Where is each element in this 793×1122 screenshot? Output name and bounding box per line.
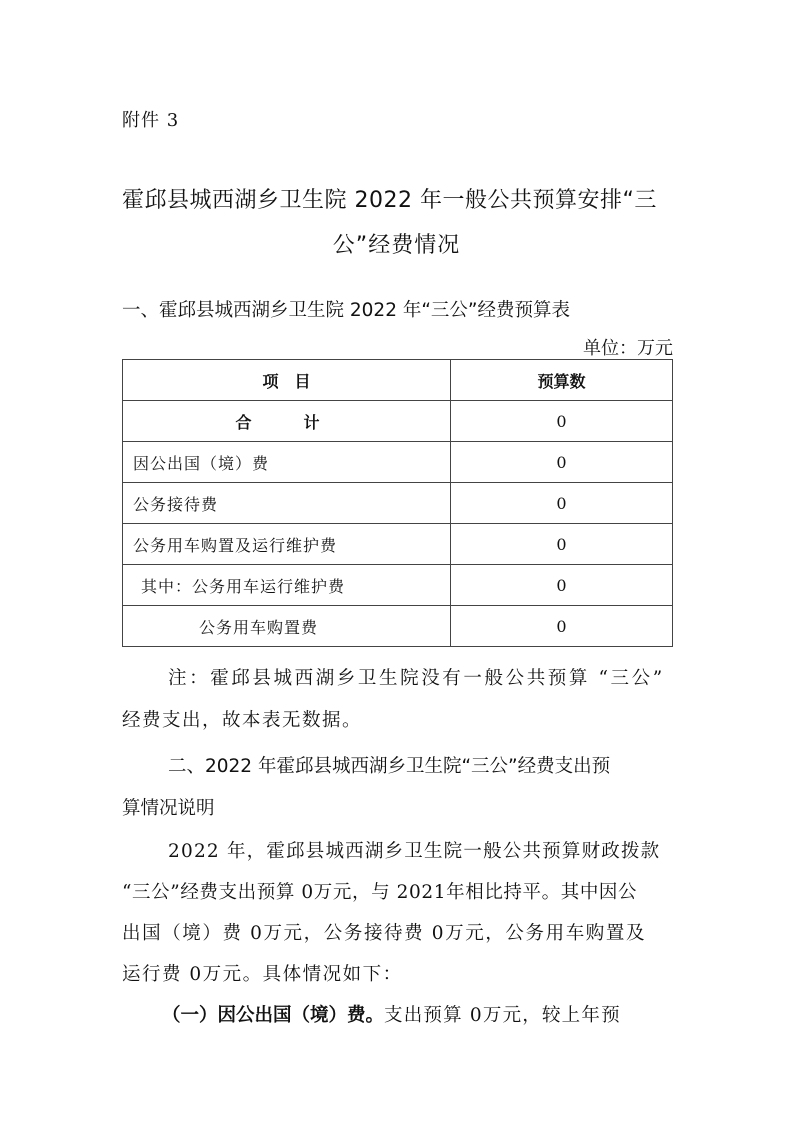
table-row: [123, 401, 673, 442]
table-row: [123, 483, 673, 524]
table-row: [123, 565, 673, 606]
row-value: 0: [451, 442, 673, 483]
budget-table: [122, 359, 673, 647]
item1-heading: （一）因公出国（境）费。: [162, 1005, 385, 1026]
paragraph-line: 运行费 0万元。具体情况如下：: [122, 964, 403, 985]
row-value: 0: [451, 524, 673, 565]
header-item: 项 目: [123, 360, 451, 401]
row-label: 公务用车购置及运行维护费: [123, 524, 451, 565]
document-title-line2: 公”经费情况: [332, 233, 461, 258]
table-header-row: [123, 360, 673, 401]
row-value: 0: [451, 401, 673, 442]
header-budget: 预算数: [451, 360, 673, 401]
row-label: 其中：公务用车运行维护费: [123, 565, 451, 606]
table-row: [123, 442, 673, 483]
paragraph-line: “三公”经费支出预算 0万元，与 2021年相比持平。其中因公: [122, 882, 638, 903]
paragraph-line: 2022 年，霍邱县城西湖乡卫生院一般公共预算财政拨款: [168, 841, 661, 862]
row-value: 0: [451, 565, 673, 606]
unit-label: 单位：万元: [583, 338, 673, 359]
document-title-line1: 霍邱县城西湖乡卫生院 2022 年一般公共预算安排“三: [122, 188, 657, 213]
row-label: 公务接待费: [123, 483, 451, 524]
attachment-label: 附件 3: [122, 110, 180, 131]
row-label: 公务用车购置费: [123, 606, 451, 647]
table-row: [123, 606, 673, 647]
item1-paragraph: [162, 1001, 621, 1027]
note-line2: 经费支出，故本表无数据。: [122, 710, 363, 731]
section1-heading: 一、霍邱县城西湖乡卫生院 2022 年“三公”经费预算表: [122, 300, 571, 321]
row-label: 合 计: [123, 401, 451, 442]
row-value: 0: [451, 483, 673, 524]
item1-text: 支出预算 0万元，较上年预: [384, 1005, 621, 1026]
row-value: 0: [451, 606, 673, 647]
paragraph-line: 出国（境）费 0万元，公务接待费 0万元，公务用车购置及: [122, 923, 647, 944]
section2-heading-line1: 二、2022 年霍邱县城西湖乡卫生院“三公”经费支出预: [168, 756, 611, 777]
table-row: [123, 524, 673, 565]
note-line1: 注：霍邱县城西湖乡卫生院没有一般公共预算 “三公”: [168, 668, 665, 689]
row-label: 因公出国（境）费: [123, 442, 451, 483]
section2-heading-line2: 算情况说明: [122, 798, 215, 819]
